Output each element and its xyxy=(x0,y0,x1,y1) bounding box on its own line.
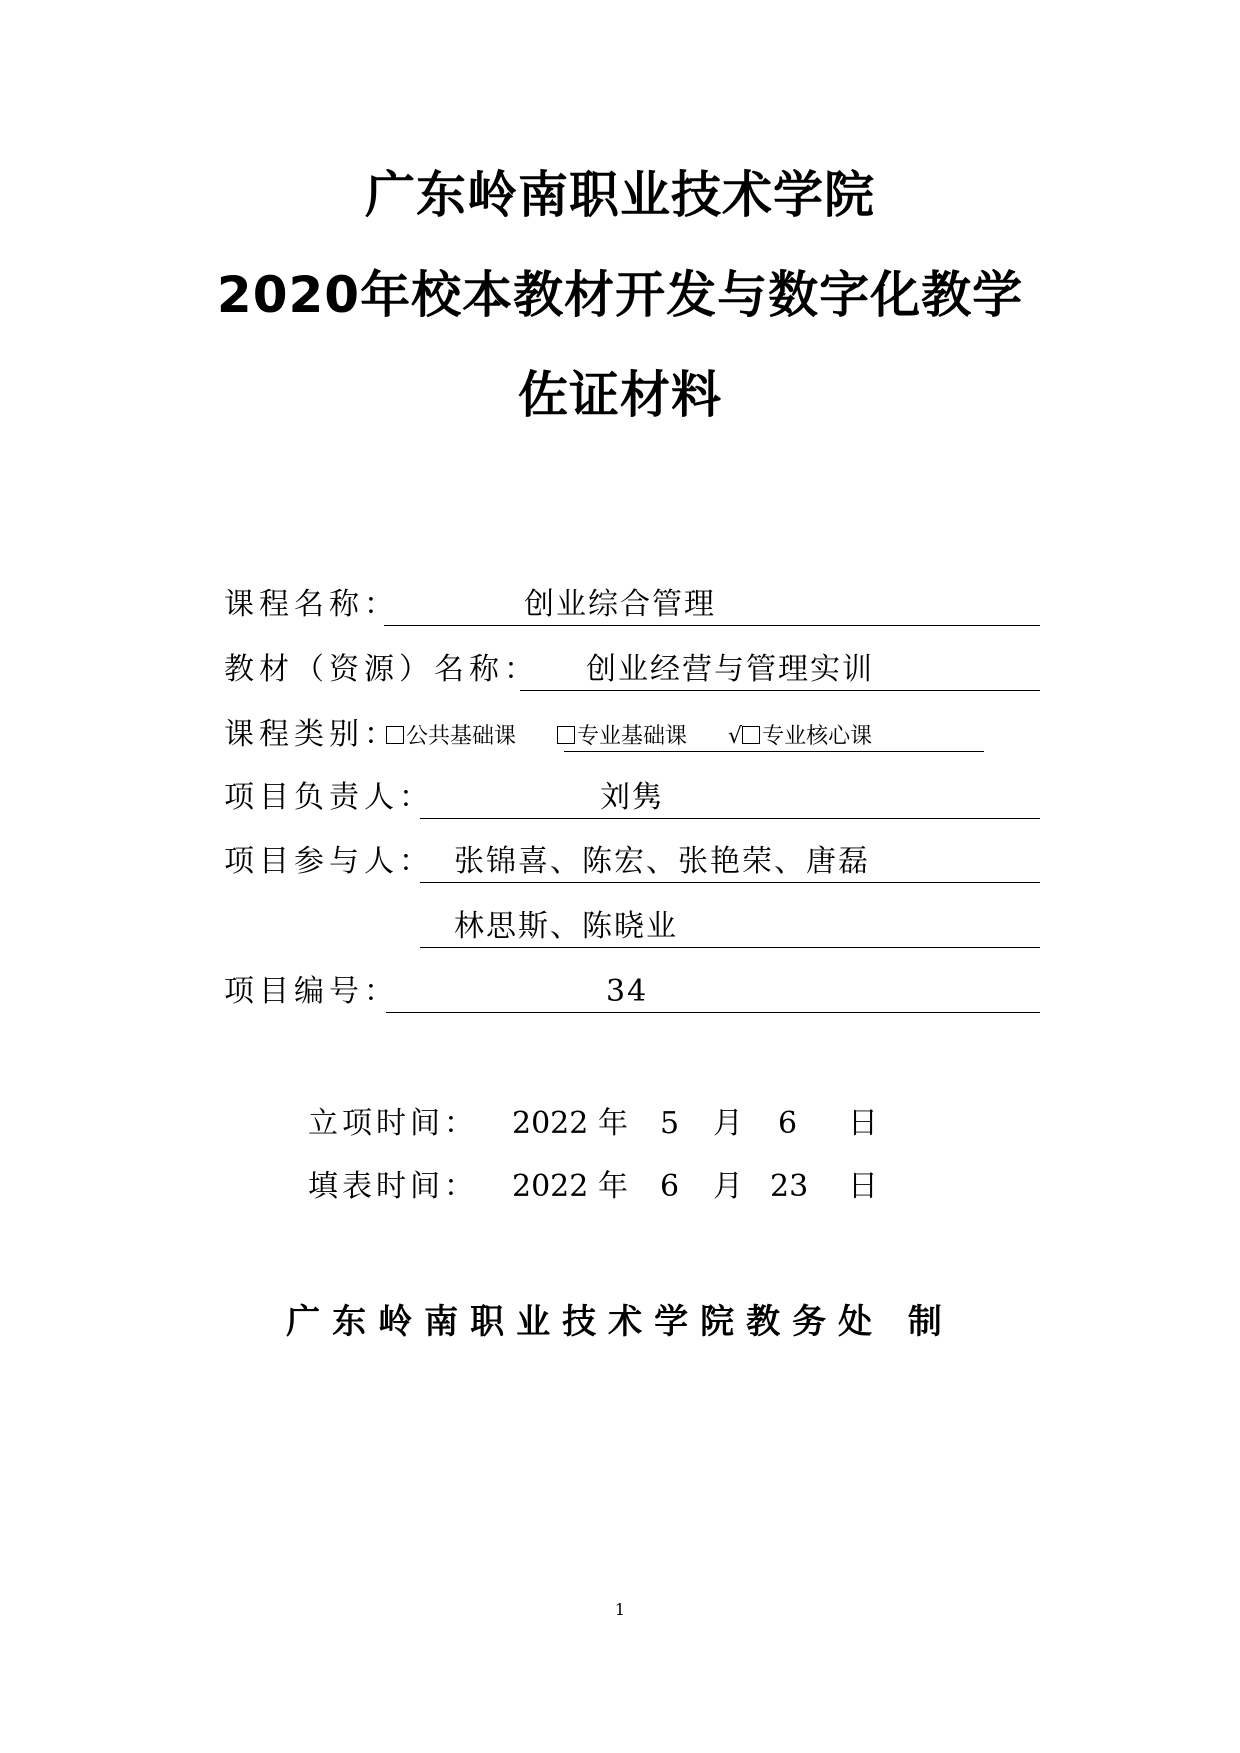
textbook-name-value: 创业经营与管理实训 xyxy=(586,652,874,687)
course-name-underline xyxy=(384,625,1040,626)
project-number-label: 项目编号： xyxy=(224,974,399,1009)
category-option-public[interactable] xyxy=(386,721,516,753)
category-option-basic[interactable] xyxy=(557,721,687,753)
title-line-2: 2020年校本教材开发与数字化教学 xyxy=(216,266,1024,324)
title-line-3: 佐证材料 xyxy=(518,366,722,424)
textbook-name-label: 教材（资源）名称： xyxy=(224,652,539,687)
filled-month: 6 xyxy=(660,1169,680,1204)
category-option-core[interactable] xyxy=(728,721,872,753)
page-number: 1 xyxy=(614,1600,626,1619)
textbook-name-underline xyxy=(520,690,1040,691)
participants-underline-2 xyxy=(420,947,1040,948)
category-option-label: 专业核心课 xyxy=(762,724,873,749)
category-option-label: 公共基础课 xyxy=(406,724,517,749)
approval-date-label: 立项时间： xyxy=(308,1106,478,1141)
course-name-value: 创业综合管理 xyxy=(524,587,716,622)
course-category-options xyxy=(386,721,872,753)
project-leader-underline xyxy=(420,818,1040,819)
checkbox-icon xyxy=(557,726,575,744)
month-unit: 月 xyxy=(713,1106,743,1141)
participants-label: 项目参与人： xyxy=(224,844,434,879)
project-leader-label: 项目负责人： xyxy=(224,780,434,815)
participants-value-1: 张锦喜、陈宏、张艳荣、唐磊 xyxy=(454,844,870,879)
filled-date-label: 填表时间： xyxy=(308,1169,478,1204)
filled-year: 2022 xyxy=(512,1169,589,1204)
month-unit: 月 xyxy=(713,1169,743,1204)
day-unit: 日 xyxy=(848,1169,878,1204)
course-category-label: 课程类别： xyxy=(224,717,399,752)
project-leader-value: 刘隽 xyxy=(600,780,664,815)
category-option-label: 专业基础课 xyxy=(577,724,688,749)
check-mark: √ xyxy=(728,724,743,749)
participants-value-2: 林思斯、陈晓业 xyxy=(454,909,678,944)
filled-day: 23 xyxy=(770,1169,809,1204)
participants-underline-1 xyxy=(420,882,1040,883)
year-unit: 年 xyxy=(598,1169,628,1204)
approval-month: 5 xyxy=(660,1106,680,1141)
project-number-value: 34 xyxy=(606,974,649,1009)
approval-day: 6 xyxy=(778,1106,798,1141)
approval-year: 2022 xyxy=(512,1106,589,1141)
issuer-footer: 广东岭南职业技术学院教务处 制 xyxy=(286,1302,954,1342)
title-line-1: 广东岭南职业技术学院 xyxy=(365,166,875,224)
checkbox-icon xyxy=(386,726,404,744)
project-number-underline xyxy=(386,1012,1040,1013)
checkbox-icon xyxy=(742,726,760,744)
course-name-label: 课程名称： xyxy=(224,587,399,622)
day-unit: 日 xyxy=(848,1106,878,1141)
year-unit: 年 xyxy=(598,1106,628,1141)
